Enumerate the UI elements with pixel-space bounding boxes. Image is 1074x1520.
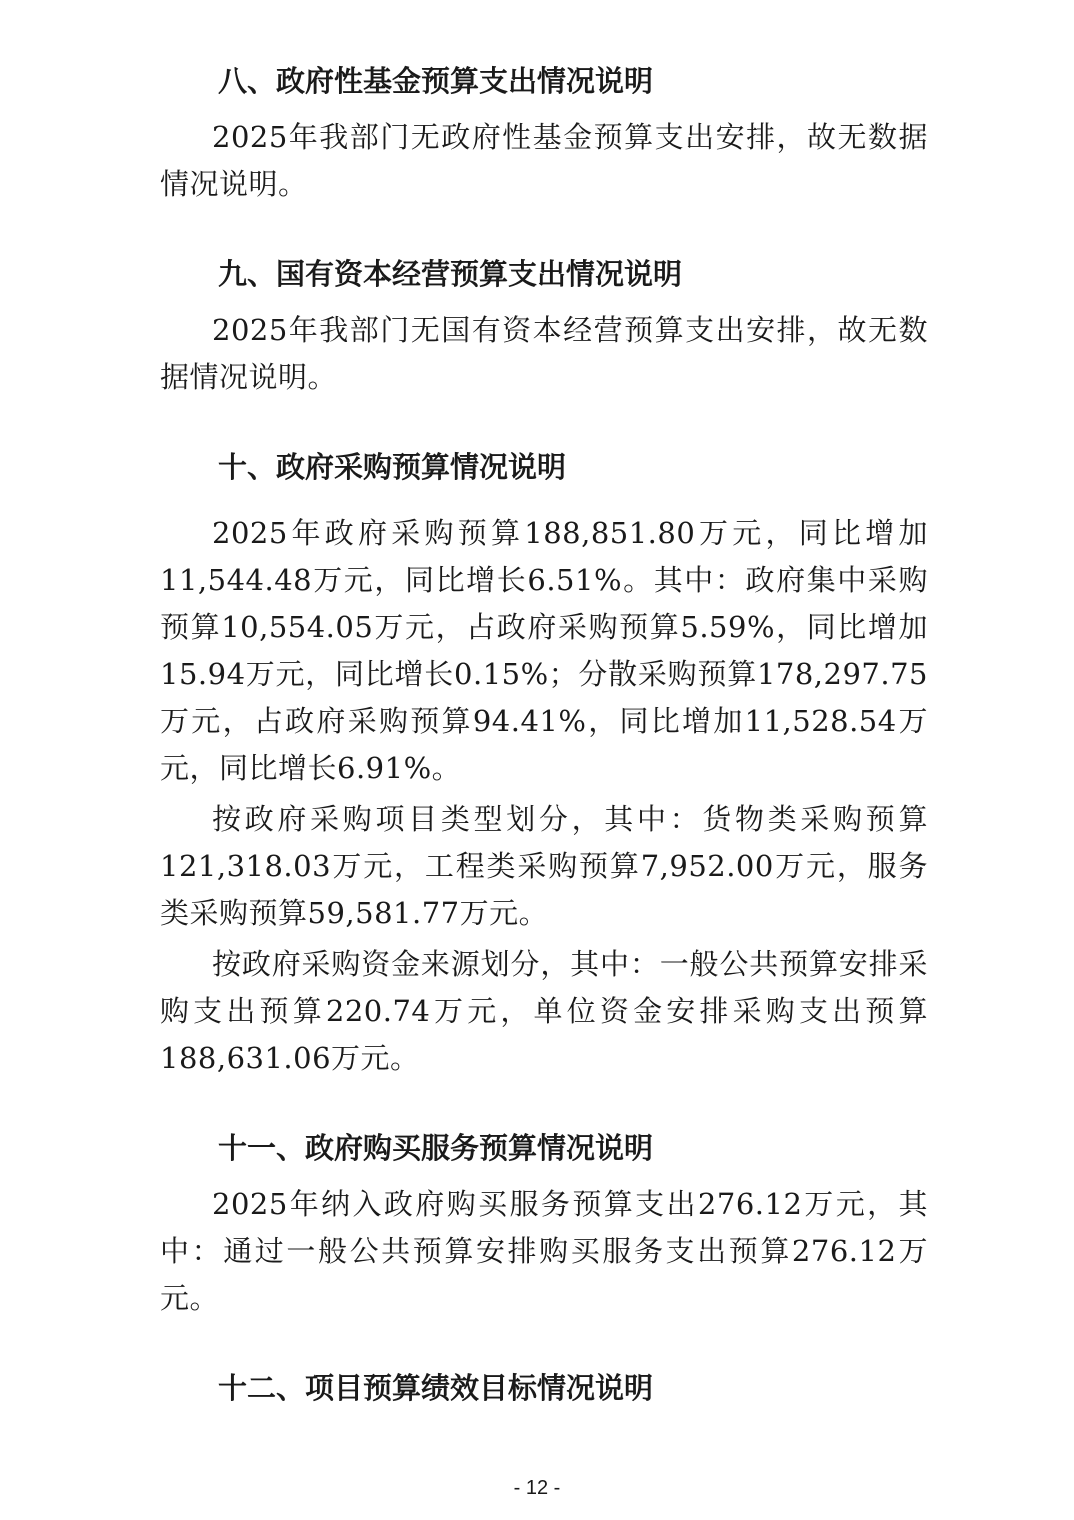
page-content — [160, 52, 928, 1417]
section-heading-8: 八、政府性基金预算支出情况说明 — [218, 64, 654, 98]
section-11-paragraph: 2025年纳入政府购买服务预算支出276.12万元，其中：通过一般公共预算安排购买服务支出预算276.12万元。 — [160, 1187, 928, 1315]
section-heading-10: 十、政府采购预算情况说明 — [218, 450, 567, 484]
section-10-paragraph-2: 按政府采购项目类型划分，其中：货物类采购预算121,318.03万元，工程类采购预算7,952.00万元，服务类采购预算59,581.77万元。 — [160, 802, 928, 930]
section-8-paragraph: 2025年我部门无政府性基金预算支出安排，故无数据情况说明。 — [160, 120, 928, 201]
section-heading-12: 十二、项目预算绩效目标情况说明 — [218, 1371, 654, 1405]
section-10-paragraph-1: 2025年政府采购预算188,851.80万元，同比增加11,544.48万元，同比增长6.51%。其中：政府集中采购预算10,554.05万元，占政府采购预算5.59%，同比增加15.94万元，同比增长0.15%；分散采购预算178,297.75万元，占政府采购预算94.41%，同比增加11,528.54万元，同比增长6.91%。 — [160, 516, 928, 785]
section-heading-9: 九、国有资本经营预算支出情况说明 — [218, 257, 683, 291]
section-9-paragraph: 2025年我部门无国有资本经营预算支出安排，故无数据情况说明。 — [160, 313, 928, 394]
section-heading-11: 十一、政府购买服务预算情况说明 — [218, 1131, 654, 1165]
section-10-paragraph-3: 按政府采购资金来源划分，其中：一般公共预算安排采购支出预算220.74万元，单位资金安排采购支出预算188,631.06万元。 — [160, 947, 928, 1075]
page-number: - 12 - — [513, 1477, 561, 1499]
